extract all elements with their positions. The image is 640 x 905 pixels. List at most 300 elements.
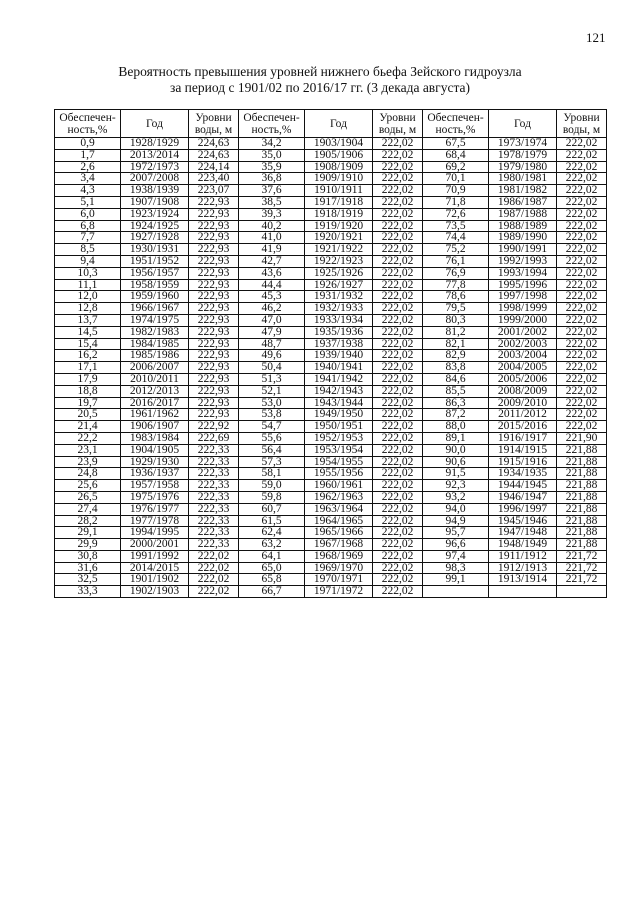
cell-year: 1984/1985	[121, 338, 189, 350]
cell-probability: 10,3	[55, 267, 121, 279]
cell-year: 1924/1925	[121, 220, 189, 232]
cell-year: 1999/2000	[489, 314, 557, 326]
cell-probability: 94,9	[423, 515, 489, 527]
cell-water-level: 222,93	[189, 409, 239, 421]
cell-year: 1982/1983	[121, 326, 189, 338]
cell-water-level: 222,02	[373, 456, 423, 468]
cell-water-level: 222,93	[189, 232, 239, 244]
cell-water-level: 221,88	[557, 468, 607, 480]
cell-water-level: 222,02	[373, 303, 423, 315]
cell-probability: 56,4	[239, 444, 305, 456]
cell-water-level: 221,88	[557, 503, 607, 515]
cell-year: 1922/1923	[305, 255, 373, 267]
cell-year: 1909/1910	[305, 173, 373, 185]
cell-year: 1901/1902	[121, 574, 189, 586]
cell-water-level: 222,02	[373, 373, 423, 385]
table-row	[55, 185, 607, 197]
cell-year: 2005/2006	[489, 373, 557, 385]
cell-year: 1959/1960	[121, 291, 189, 303]
document-title	[0, 64, 640, 96]
table-row	[55, 456, 607, 468]
cell-water-level: 224,63	[189, 149, 239, 161]
cell-year: 1960/1961	[305, 480, 373, 492]
cell-probability: 81,2	[423, 326, 489, 338]
cell-water-level: 224,14	[189, 161, 239, 173]
cell-year: 1971/1972	[305, 586, 373, 598]
table-row	[55, 314, 607, 326]
cell-water-level: 221,88	[557, 456, 607, 468]
cell-probability: 91,5	[423, 468, 489, 480]
cell-probability: 99,1	[423, 574, 489, 586]
cell-probability: 8,5	[55, 244, 121, 256]
cell-probability: 67,5	[423, 138, 489, 150]
cell-probability: 59,0	[239, 480, 305, 492]
cell-probability: 83,8	[423, 362, 489, 374]
cell-year: 1975/1976	[121, 491, 189, 503]
cell-year: 1948/1949	[489, 539, 557, 551]
cell-probability: 18,8	[55, 385, 121, 397]
cell-probability: 23,1	[55, 444, 121, 456]
cell-year: 1929/1930	[121, 456, 189, 468]
header-probability: Обеспечен-ность,%	[423, 110, 489, 138]
cell-water-level: 222,33	[189, 503, 239, 515]
cell-water-level: 222,02	[557, 338, 607, 350]
cell-year: 2008/2009	[489, 385, 557, 397]
cell-probability: 63,2	[239, 539, 305, 551]
cell-probability: 35,0	[239, 149, 305, 161]
cell-water-level: 222,02	[373, 527, 423, 539]
cell-year: 2000/2001	[121, 539, 189, 551]
cell-year: 1965/1966	[305, 527, 373, 539]
cell-water-level: 221,72	[557, 562, 607, 574]
cell-probability: 17,1	[55, 362, 121, 374]
cell-probability: 5,1	[55, 196, 121, 208]
cell-year: 1998/1999	[489, 303, 557, 315]
cell-water-level: 222,02	[557, 314, 607, 326]
table-row	[55, 338, 607, 350]
cell-year: 1958/1959	[121, 279, 189, 291]
cell-year: 1963/1964	[305, 503, 373, 515]
cell-water-level: 222,02	[557, 208, 607, 220]
cell-water-level: 222,02	[557, 409, 607, 421]
cell-probability: 37,6	[239, 185, 305, 197]
cell-year: 1943/1944	[305, 397, 373, 409]
cell-water-level: 222,02	[557, 138, 607, 150]
cell-probability: 42,7	[239, 255, 305, 267]
cell-year: 2014/2015	[121, 562, 189, 574]
table-row	[55, 303, 607, 315]
cell-water-level: 222,02	[557, 196, 607, 208]
cell-year: 1985/1986	[121, 350, 189, 362]
cell-water-level: 222,93	[189, 362, 239, 374]
cell-water-level: 222,02	[373, 314, 423, 326]
cell-water-level: 222,02	[373, 586, 423, 598]
cell-probability: 25,6	[55, 480, 121, 492]
cell-year: 1939/1940	[305, 350, 373, 362]
title-line-2: за период с 1901/02 по 2016/17 гг. (3 декада августа)	[169, 80, 471, 95]
cell-year: 1920/1921	[305, 232, 373, 244]
table-row	[55, 574, 607, 586]
cell-probability: 77,8	[423, 279, 489, 291]
cell-probability: 27,4	[55, 503, 121, 515]
cell-water-level: 221,88	[557, 444, 607, 456]
table-row	[55, 267, 607, 279]
header-water-level: Уровни воды, м	[189, 110, 239, 138]
table-row	[55, 409, 607, 421]
cell-year: 2010/2011	[121, 373, 189, 385]
cell-probability: 78,6	[423, 291, 489, 303]
cell-year: 1977/1978	[121, 515, 189, 527]
cell-year: 1923/1924	[121, 208, 189, 220]
cell-probability: 11,1	[55, 279, 121, 291]
cell-year: 2002/2003	[489, 338, 557, 350]
cell-year: 1928/1929	[121, 138, 189, 150]
cell-water-level: 224,63	[189, 138, 239, 150]
cell-water-level: 222,02	[557, 303, 607, 315]
cell-water-level: 222,02	[373, 468, 423, 480]
cell-water-level: 222,02	[373, 385, 423, 397]
cell-probability: 29,9	[55, 539, 121, 551]
cell-probability: 54,7	[239, 421, 305, 433]
cell-probability: 16,2	[55, 350, 121, 362]
cell-probability: 66,7	[239, 586, 305, 598]
cell-year: 2016/2017	[121, 397, 189, 409]
table-row	[55, 421, 607, 433]
cell-water-level: 222,02	[557, 362, 607, 374]
cell-water-level: 222,02	[189, 562, 239, 574]
cell-water-level: 222,02	[373, 255, 423, 267]
cell-probability: 90,6	[423, 456, 489, 468]
cell-probability: 14,5	[55, 326, 121, 338]
cell-water-level: 222,93	[189, 267, 239, 279]
cell-water-level: 222,02	[373, 550, 423, 562]
cell-year: 1905/1906	[305, 149, 373, 161]
probability-table	[54, 109, 607, 598]
cell-probability: 92,3	[423, 480, 489, 492]
cell-water-level: 222,93	[189, 303, 239, 315]
cell-year: 1992/1993	[489, 255, 557, 267]
cell-probability: 38,5	[239, 196, 305, 208]
cell-water-level: 222,02	[557, 291, 607, 303]
cell-probability: 43,6	[239, 267, 305, 279]
cell-probability: 20,5	[55, 409, 121, 421]
cell-probability: 52,1	[239, 385, 305, 397]
cell-probability: 87,2	[423, 409, 489, 421]
table-row	[55, 444, 607, 456]
header-year: Год	[305, 110, 373, 138]
header-water-level: Уровни воды, м	[557, 110, 607, 138]
cell-water-level: 222,02	[373, 539, 423, 551]
cell-year: 1935/1936	[305, 326, 373, 338]
cell-probability: 47,0	[239, 314, 305, 326]
cell-year: 1991/1992	[121, 550, 189, 562]
cell-probability: 75,2	[423, 244, 489, 256]
cell-year: 2001/2002	[489, 326, 557, 338]
cell-probability: 21,4	[55, 421, 121, 433]
cell-year: 1973/1974	[489, 138, 557, 150]
cell-year: 1921/1922	[305, 244, 373, 256]
cell-year: 1912/1913	[489, 562, 557, 574]
cell-probability: 53,8	[239, 409, 305, 421]
cell-water-level: 222,33	[189, 527, 239, 539]
cell-year: 1993/1994	[489, 267, 557, 279]
cell-water-level: 222,69	[189, 432, 239, 444]
cell-water-level: 222,02	[557, 244, 607, 256]
cell-water-level: 222,02	[373, 397, 423, 409]
cell-year: 1967/1968	[305, 539, 373, 551]
cell-year: 1986/1987	[489, 196, 557, 208]
cell-year: 1978/1979	[489, 149, 557, 161]
cell-probability: 49,6	[239, 350, 305, 362]
cell-water-level: 222,02	[373, 432, 423, 444]
cell-probability: 17,9	[55, 373, 121, 385]
cell-water-level: 222,93	[189, 314, 239, 326]
cell-year: 1956/1957	[121, 267, 189, 279]
cell-year: 1947/1948	[489, 527, 557, 539]
cell-probability: 55,6	[239, 432, 305, 444]
cell-year: 1919/1920	[305, 220, 373, 232]
table-row	[55, 232, 607, 244]
cell-probability: 96,6	[423, 539, 489, 551]
cell-water-level: 222,02	[373, 421, 423, 433]
cell-year: 1927/1928	[121, 232, 189, 244]
table-row	[55, 279, 607, 291]
cell-water-level: 222,93	[189, 255, 239, 267]
cell-probability: 80,3	[423, 314, 489, 326]
table-row	[55, 161, 607, 173]
cell-water-level: 222,02	[189, 586, 239, 598]
cell-probability: 51,3	[239, 373, 305, 385]
cell-year: 2013/2014	[121, 149, 189, 161]
cell-probability: 84,6	[423, 373, 489, 385]
cell-water-level: 222,93	[189, 279, 239, 291]
cell-year: 1917/1918	[305, 196, 373, 208]
cell-water-level: 221,88	[557, 491, 607, 503]
cell-probability: 68,4	[423, 149, 489, 161]
cell-probability: 6,0	[55, 208, 121, 220]
cell-water-level: 221,72	[557, 574, 607, 586]
cell-year: 1990/1991	[489, 244, 557, 256]
cell-year: 1933/1934	[305, 314, 373, 326]
cell-year: 1964/1965	[305, 515, 373, 527]
cell-year: 1934/1935	[489, 468, 557, 480]
cell-probability: 82,9	[423, 350, 489, 362]
cell-year: 1913/1914	[489, 574, 557, 586]
cell-year: 1983/1984	[121, 432, 189, 444]
cell-probability: 12,0	[55, 291, 121, 303]
table-row	[55, 562, 607, 574]
cell-water-level: 221,88	[557, 539, 607, 551]
cell-probability: 3,4	[55, 173, 121, 185]
cell-water-level: 222,02	[373, 562, 423, 574]
table-row	[55, 149, 607, 161]
cell-probability: 32,5	[55, 574, 121, 586]
cell-water-level: 222,02	[557, 279, 607, 291]
cell-year: 1911/1912	[489, 550, 557, 562]
cell-year: 2007/2008	[121, 173, 189, 185]
cell-probability: 28,2	[55, 515, 121, 527]
cell-water-level: 222,02	[557, 385, 607, 397]
cell-probability: 65,0	[239, 562, 305, 574]
cell-probability: 76,1	[423, 255, 489, 267]
cell-year: 1915/1916	[489, 456, 557, 468]
cell-water-level: 222,02	[373, 291, 423, 303]
cell-year: 1937/1938	[305, 338, 373, 350]
cell-probability: 48,7	[239, 338, 305, 350]
table-row	[55, 326, 607, 338]
cell-water-level: 222,93	[189, 244, 239, 256]
page-number: 121	[586, 30, 606, 45]
table-row	[55, 291, 607, 303]
cell-water-level: 222,02	[557, 185, 607, 197]
cell-water-level: 222,02	[373, 149, 423, 161]
cell-water-level: 223,40	[189, 173, 239, 185]
cell-year: 1953/1954	[305, 444, 373, 456]
cell-water-level: 222,02	[557, 421, 607, 433]
cell-water-level: 222,33	[189, 539, 239, 551]
cell-probability: 39,3	[239, 208, 305, 220]
cell-probability: 4,3	[55, 185, 121, 197]
cell-year: 1950/1951	[305, 421, 373, 433]
cell-probability: 65,8	[239, 574, 305, 586]
cell-year: 1968/1969	[305, 550, 373, 562]
cell-water-level: 222,02	[557, 326, 607, 338]
cell-year: 1979/1980	[489, 161, 557, 173]
cell-water-level: 222,02	[373, 338, 423, 350]
cell-year: 1989/1990	[489, 232, 557, 244]
cell-water-level: 222,02	[373, 138, 423, 150]
cell-probability: 60,7	[239, 503, 305, 515]
cell-probability: 61,5	[239, 515, 305, 527]
cell-year: 1932/1933	[305, 303, 373, 315]
cell-water-level: 222,02	[373, 208, 423, 220]
table-row	[55, 208, 607, 220]
cell-water-level: 222,33	[189, 480, 239, 492]
cell-year: 1910/1911	[305, 185, 373, 197]
cell-year: 2009/2010	[489, 397, 557, 409]
cell-year: 1970/1971	[305, 574, 373, 586]
cell-probability: 35,9	[239, 161, 305, 173]
cell-water-level: 222,02	[557, 397, 607, 409]
cell-water-level: 222,93	[189, 397, 239, 409]
cell-water-level: 222,92	[189, 421, 239, 433]
cell-probability: 2,6	[55, 161, 121, 173]
cell-water-level: 222,02	[373, 444, 423, 456]
cell-water-level: 222,93	[189, 373, 239, 385]
cell-water-level: 221,88	[557, 480, 607, 492]
cell-year: 2003/2004	[489, 350, 557, 362]
cell-year: 1974/1975	[121, 314, 189, 326]
table-row	[55, 373, 607, 385]
cell-water-level: 222,02	[373, 232, 423, 244]
cell-probability: 94,0	[423, 503, 489, 515]
cell-year: 1954/1955	[305, 456, 373, 468]
table-row	[55, 586, 607, 598]
cell-probability	[423, 586, 489, 598]
cell-probability: 36,8	[239, 173, 305, 185]
header-water-level: Уровни воды, м	[373, 110, 423, 138]
cell-probability: 29,1	[55, 527, 121, 539]
cell-year: 1936/1937	[121, 468, 189, 480]
header-year: Год	[121, 110, 189, 138]
cell-probability: 13,7	[55, 314, 121, 326]
cell-year: 2011/2012	[489, 409, 557, 421]
cell-probability: 88,0	[423, 421, 489, 433]
cell-probability: 22,2	[55, 432, 121, 444]
cell-probability: 97,4	[423, 550, 489, 562]
cell-water-level: 222,93	[189, 196, 239, 208]
cell-year: 1961/1962	[121, 409, 189, 421]
cell-year: 2006/2007	[121, 362, 189, 374]
cell-year: 1940/1941	[305, 362, 373, 374]
table-row	[55, 362, 607, 374]
cell-water-level: 221,88	[557, 527, 607, 539]
cell-probability: 85,5	[423, 385, 489, 397]
cell-water-level: 222,02	[373, 574, 423, 586]
cell-probability: 47,9	[239, 326, 305, 338]
cell-probability: 40,2	[239, 220, 305, 232]
cell-probability: 23,9	[55, 456, 121, 468]
cell-year: 1941/1942	[305, 373, 373, 385]
cell-year: 1930/1931	[121, 244, 189, 256]
cell-water-level: 222,02	[373, 362, 423, 374]
cell-year: 1902/1903	[121, 586, 189, 598]
cell-year: 1944/1945	[489, 480, 557, 492]
cell-probability: 59,8	[239, 491, 305, 503]
cell-year: 1931/1932	[305, 291, 373, 303]
cell-year: 1957/1958	[121, 480, 189, 492]
cell-probability: 26,5	[55, 491, 121, 503]
cell-water-level: 222,02	[373, 480, 423, 492]
cell-year: 1942/1943	[305, 385, 373, 397]
cell-year: 1906/1907	[121, 421, 189, 433]
cell-probability: 70,9	[423, 185, 489, 197]
cell-probability: 62,4	[239, 527, 305, 539]
cell-probability: 15,4	[55, 338, 121, 350]
cell-year: 1995/1996	[489, 279, 557, 291]
cell-year: 1981/1982	[489, 185, 557, 197]
cell-water-level: 222,02	[373, 491, 423, 503]
cell-water-level: 222,02	[557, 267, 607, 279]
cell-year	[489, 586, 557, 598]
cell-water-level: 222,02	[373, 515, 423, 527]
header-probability: Обеспечен-ность,%	[239, 110, 305, 138]
table-body	[55, 138, 607, 598]
cell-year: 1916/1917	[489, 432, 557, 444]
table-row	[55, 244, 607, 256]
cell-water-level: 222,02	[373, 279, 423, 291]
cell-year: 1972/1973	[121, 161, 189, 173]
cell-probability: 30,8	[55, 550, 121, 562]
cell-probability: 70,1	[423, 173, 489, 185]
cell-probability: 98,3	[423, 562, 489, 574]
cell-water-level: 222,93	[189, 220, 239, 232]
cell-year: 1938/1939	[121, 185, 189, 197]
table-row	[55, 397, 607, 409]
cell-probability: 69,2	[423, 161, 489, 173]
cell-water-level: 222,02	[373, 185, 423, 197]
cell-water-level: 222,02	[557, 220, 607, 232]
cell-year: 1976/1977	[121, 503, 189, 515]
cell-year: 1955/1956	[305, 468, 373, 480]
cell-water-level: 222,02	[557, 350, 607, 362]
cell-year: 1994/1995	[121, 527, 189, 539]
header-probability: Обеспечен-ность,%	[55, 110, 121, 138]
cell-probability: 45,3	[239, 291, 305, 303]
cell-year: 2015/2016	[489, 421, 557, 433]
cell-year: 2012/2013	[121, 385, 189, 397]
cell-water-level: 222,93	[189, 350, 239, 362]
